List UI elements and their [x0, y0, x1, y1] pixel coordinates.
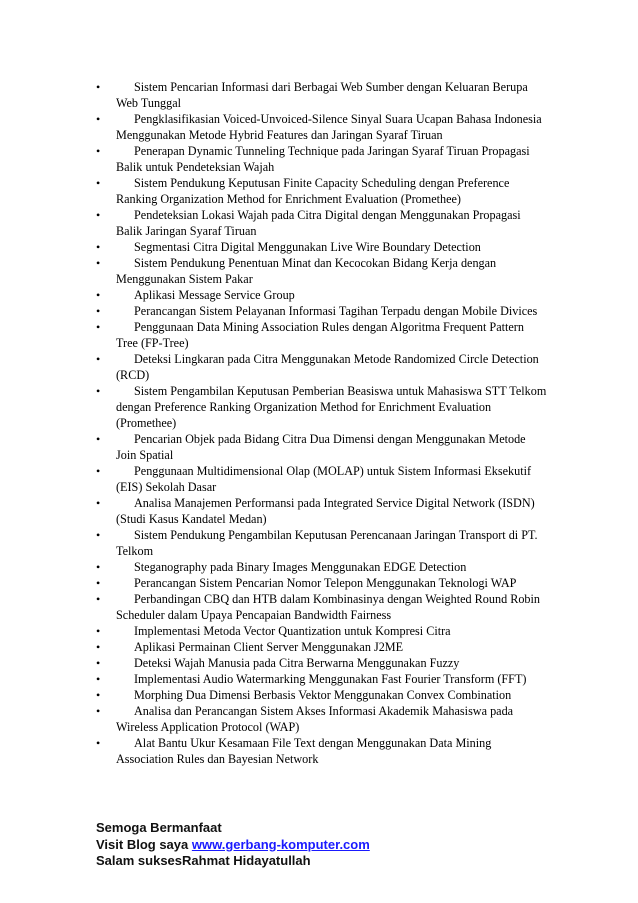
list-item: [96, 111, 548, 143]
list-item: [96, 255, 548, 287]
list-item-text: Implementasi Metoda Vector Quantization untuk Kompresi Citra: [134, 624, 451, 638]
list-item: [96, 671, 548, 687]
list-item-text: Pengklasifikasian Voiced-Unvoiced-Silence Sinyal Suara Ucapan Bahasa Indonesia Menggunakan Metode Hybrid Features dan Jaringan Syaraf Tiruan: [116, 112, 542, 142]
list-item-text: Sistem Pengambilan Keputusan Pemberian Beasiswa untuk Mahasiswa STT Telkom dengan Preference Ranking Organization Method for Enrichment Evaluation (Promethee): [116, 384, 547, 430]
list-item: [96, 623, 548, 639]
list-item-text: Penggunaan Multidimensional Olap (MOLAP) untuk Sistem Informasi Eksekutif (EIS) Sekolah Dasar: [116, 464, 532, 494]
list-item: [96, 655, 548, 671]
list-item-text: Deteksi Lingkaran pada Citra Menggunakan Metode Randomized Circle Detection (RCD): [116, 352, 539, 382]
list-item: [96, 463, 548, 495]
bullet-icon: •: [96, 624, 101, 638]
bullet-icon: •: [96, 736, 101, 750]
list-item-text: Sistem Pencarian Informasi dari Berbagai Web Sumber dengan Keluaran Berupa Web Tunggal: [116, 80, 528, 110]
list-item: [96, 591, 548, 623]
list-item-text: Implementasi Audio Watermarking Menggunakan Fast Fourier Transform (FFT): [134, 672, 527, 686]
bullet-icon: •: [96, 432, 101, 446]
list-item: [96, 735, 548, 767]
list-item-text: Steganography pada Binary Images Menggunakan EDGE Detection: [134, 560, 467, 574]
list-item: [96, 383, 548, 431]
list-item: [96, 351, 548, 383]
list-item: [96, 495, 548, 527]
list-item-text: Segmentasi Citra Digital Menggunakan Live Wire Boundary Detection: [134, 240, 481, 254]
bullet-icon: •: [96, 592, 101, 606]
list-item-text: Morphing Dua Dimensi Berbasis Vektor Menggunakan Convex Combination: [134, 688, 512, 702]
list-item-text: Alat Bantu Ukur Kesamaan File Text dengan Menggunakan Data Mining Association Rules dan Bayesian Network: [116, 736, 492, 766]
list-item: [96, 287, 548, 303]
list-item: [96, 319, 548, 351]
list-item: [96, 143, 548, 175]
bullet-icon: •: [96, 176, 101, 190]
blog-link[interactable]: www.gerbang-komputer.com: [191, 836, 370, 852]
bullet-icon: •: [96, 144, 101, 158]
list-item-text: Analisa Manajemen Performansi pada Integrated Service Digital Network (ISDN) (Studi Kasus Kandatel Medan): [116, 496, 535, 526]
closing-greeting: Semoga Bermanfaat: [96, 820, 222, 835]
blog-prefix: Visit Blog saya: [96, 836, 192, 852]
list-item-text: Perancangan Sistem Pelayanan Informasi Tagihan Terpadu dengan Mobile Divices: [134, 304, 538, 318]
list-item: [96, 431, 548, 463]
list-item-text: Perancangan Sistem Pencarian Nomor Telepon Menggunakan Teknologi WAP: [134, 576, 517, 590]
list-item: [96, 207, 548, 239]
list-item-text: Aplikasi Permainan Client Server Menggunakan J2ME: [134, 640, 404, 654]
list-item: [96, 559, 548, 575]
list-item-text: Sistem Pendukung Pengambilan Keputusan Perencanaan Jaringan Transport di PT. Telkom: [116, 528, 538, 558]
bullet-icon: •: [96, 640, 101, 654]
bullet-icon: •: [96, 672, 101, 686]
list-item: [96, 687, 548, 703]
list-item: [96, 303, 548, 319]
bullet-icon: •: [96, 240, 101, 254]
list-item-text: Sistem Pendukung Penentuan Minat dan Kecocokan Bidang Kerja dengan Menggunakan Sistem Pakar: [116, 256, 497, 286]
bullet-icon: •: [96, 464, 101, 478]
bullet-icon: •: [96, 80, 101, 94]
bullet-icon: •: [96, 688, 101, 702]
bullet-icon: •: [96, 256, 101, 270]
bullet-icon: •: [96, 560, 101, 574]
list-item-text: Penerapan Dynamic Tunneling Technique pada Jaringan Syaraf Tiruan Propagasi Balik untuk Pendeteksian Wajah: [116, 144, 530, 174]
blog-line: [96, 837, 556, 854]
list-item: [96, 703, 548, 735]
list-item: [96, 575, 548, 591]
bullet-icon: •: [96, 304, 101, 318]
list-item-text: Analisa dan Perancangan Sistem Akses Informasi Akademik Mahasiswa pada Wireless Application Protocol (WAP): [116, 704, 514, 734]
footer-signature: [96, 820, 556, 870]
list-item-text: Pencarian Objek pada Bidang Citra Dua Dimensi dengan Menggunakan Metode Join Spatial: [116, 432, 526, 462]
list-item: [96, 527, 548, 559]
list-item: [96, 639, 548, 655]
list-item-text: Sistem Pendukung Keputusan Finite Capacity Scheduling dengan Preference Ranking Organization Method for Enrichment Evaluation (Promethee): [116, 176, 510, 206]
list-item: [96, 175, 548, 207]
list-item-text: Deteksi Wajah Manusia pada Citra Berwarna Menggunakan Fuzzy: [134, 656, 460, 670]
bullet-icon: •: [96, 528, 101, 542]
bullet-icon: •: [96, 352, 101, 366]
bullet-icon: •: [96, 320, 101, 334]
list-item: [96, 239, 548, 255]
thesis-title-list: [96, 79, 548, 767]
bullet-icon: •: [96, 112, 101, 126]
bullet-icon: •: [96, 576, 101, 590]
bullet-icon: •: [96, 496, 101, 510]
list-item-text: Perbandingan CBQ dan HTB dalam Kombinasinya dengan Weighted Round Robin Scheduler dalam Upaya Pencapaian Bandwidth Fairness: [116, 592, 541, 622]
bullet-icon: •: [96, 656, 101, 670]
list-item-text: Penggunaan Data Mining Association Rules dengan Algoritma Frequent Pattern Tree (FP-Tree): [116, 320, 524, 350]
list-item-text: Pendeteksian Lokasi Wajah pada Citra Digital dengan Menggunakan Propagasi Balik Jaringan Syaraf Tiruan: [116, 208, 521, 238]
list-item-text: Aplikasi Message Service Group: [134, 288, 295, 302]
bullet-icon: •: [96, 704, 101, 718]
author-signoff: Salam suksesRahmat Hidayatullah: [96, 853, 311, 868]
bullet-icon: •: [96, 208, 101, 222]
bullet-icon: •: [96, 288, 101, 302]
list-item: [96, 79, 548, 111]
bullet-icon: •: [96, 384, 101, 398]
